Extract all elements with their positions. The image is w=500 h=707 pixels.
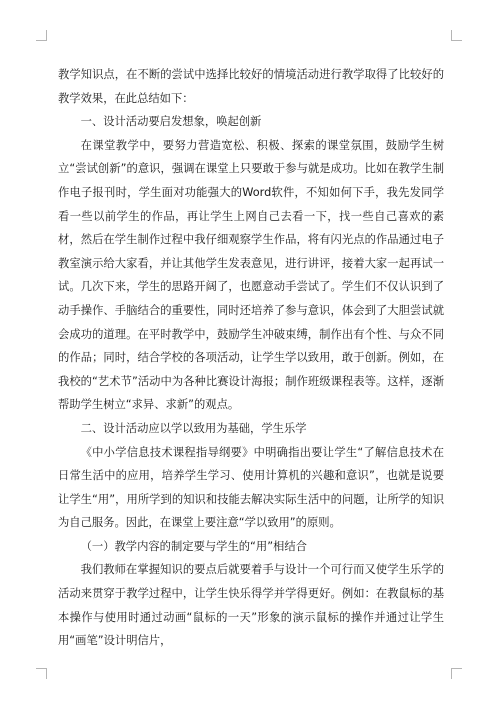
crop-mark-top-right	[451, 30, 462, 41]
crop-mark-bottom-right	[451, 668, 462, 679]
subsection-heading-1: （一）教学内容的制定要与学生的“用”相结合	[80, 539, 307, 553]
crop-mark-bottom-left	[36, 668, 47, 679]
paragraph-section-2: 《中小学信息技术课程指导纲要》中明确指出要让学生“了解信息技术在日常生活中的应用，培养学生学习、使用计算机的兴趣和意识”，也就是说要让学生“用”，用所学到的知识和技能去解决实际生活中的问题，让所学的知识为自己服务。因此，在课堂上要注意“学以致用”的原则。	[58, 445, 444, 530]
paragraph-subsection-1: 我们教师在掌握知识的要点后就要着手与设计一个可行而又使学生乐学的活动来贯穿于教学过程中，让学生快乐得学并学得更好。例如：在教鼠标的基本操作与使用时通过动画“鼠标的一天”形象的演示鼠标的操作并通过让学生用“画笔”设计明信片，	[58, 563, 444, 648]
paragraph-section-1: 在课堂教学中，要努力营造宽松、积极、探索的课堂氛围，鼓励学生树立“尝试创新”的意识，强调在课堂上只要敢于参与就是成功。比如在教学生制作电子报刊时，学生面对功能强大的Word软件，不知如何下手，我先发同学看一些以前学生的作品，再让学生上网自己去看一下，找一些自己喜欢的素材，然后在学生制作过程中我仔细观察学生作品，将有闪光点的作品通过电子教室演示给大家看，并让其他学生发表意见，进行讲评，接着大家一起再试一试。几次下来，学生的思路开阔了，也愿意动手尝试了。学生们不仅认识到了动手操作、手脑结合的重要性，同时还培养了参与意识，体会到了大胆尝试就会成功的道理。在平时教学中，鼓励学生冲破束缚，制作出有个性、与众不同的作品；同时，结合学校的各项活动，让学生学以致用，敢于创新。例如，在我校的“艺术节”活动中为各种比赛设计海报；制作班级课程表等。这样，逐渐帮助学生树立“求异、求新”的观点。	[58, 138, 444, 412]
section-heading-1: 一、设计活动要启发想象，唤起创新	[80, 115, 262, 129]
body-text	[58, 63, 444, 653]
crop-mark-top-left	[36, 30, 47, 41]
paragraph-intro: 教学知识点，在不断的尝试中选择比较好的情境活动进行教学取得了比较好的教学效果，在此总结如下：	[58, 68, 444, 105]
section-heading-2: 二、设计活动应以学以致用为基础，学生乐学	[80, 421, 307, 435]
